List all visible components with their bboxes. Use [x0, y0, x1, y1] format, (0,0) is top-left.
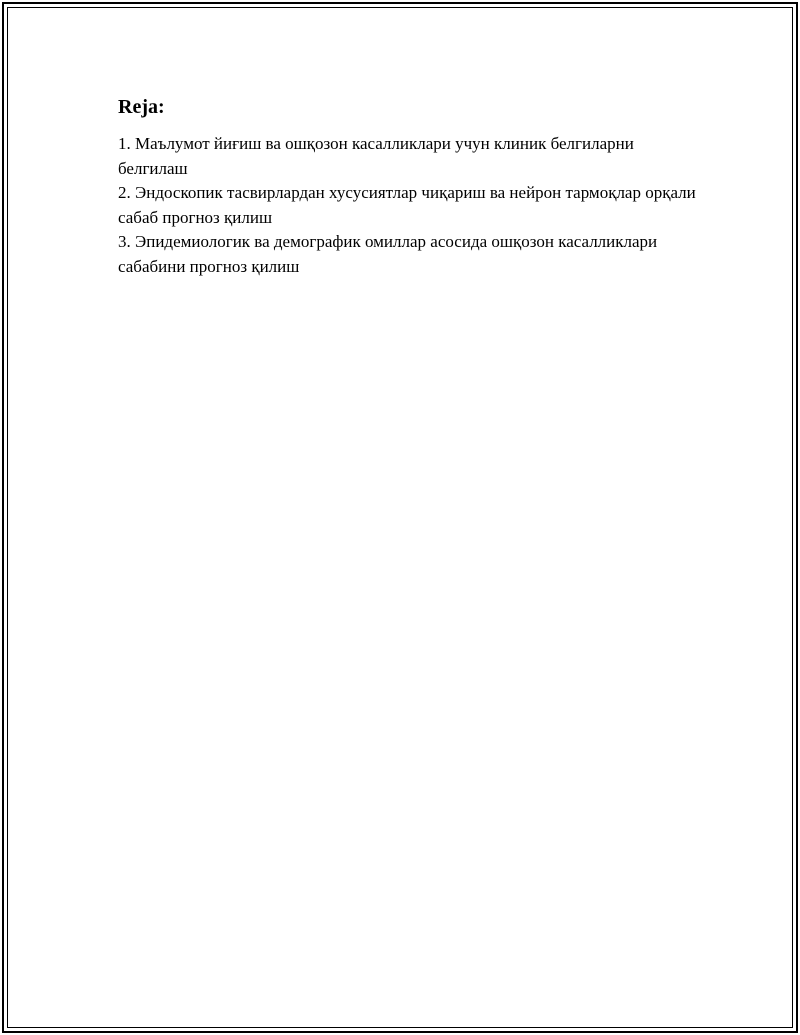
- plan-list: [118, 132, 698, 279]
- plan-item-1: 1. Маълумот йиғиш ва ошқозон касалликлари учун клиник белгиларни белгилаш: [118, 134, 634, 178]
- plan-section: [118, 94, 698, 279]
- plan-heading: Reja:: [118, 96, 165, 118]
- plan-item-2: 2. Эндоскопик тасвирлардан хусусиятлар чиқариш ва нейрон тармоқлар орқали сабаб прогноз қилиш: [118, 183, 696, 227]
- plan-item-3: 3. Эпидемиологик ва демографик омиллар асосида ошқозон касалликлари сабабини прогноз қилиш: [118, 232, 658, 276]
